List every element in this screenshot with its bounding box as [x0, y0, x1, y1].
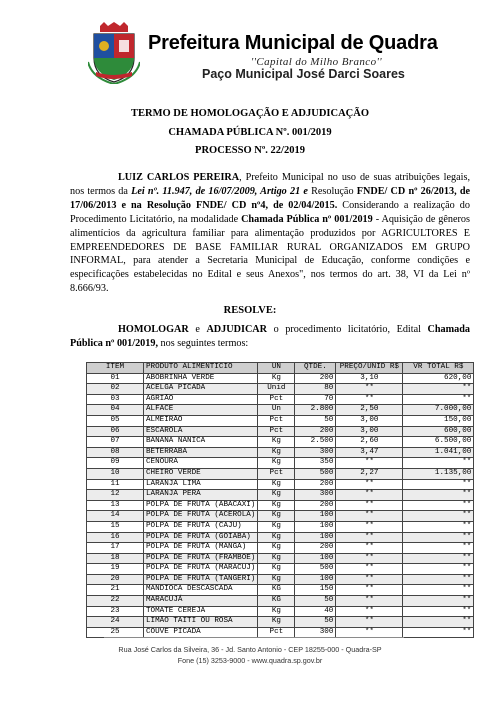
- cell-unit: Kg: [258, 511, 295, 522]
- cell-unit-price: **: [336, 500, 403, 511]
- cell-quantity: 70: [295, 394, 336, 405]
- cell-total: **: [403, 627, 474, 638]
- cell-unit-price: **: [336, 553, 403, 564]
- cell-quantity: 2.800: [295, 405, 336, 416]
- table-row: [87, 384, 474, 395]
- cell-unit-price: 2,50: [336, 405, 403, 416]
- cell-item: 23: [87, 606, 144, 617]
- cell-item: 04: [87, 405, 144, 416]
- cell-quantity: 2.500: [295, 437, 336, 448]
- cell-unit: Kg: [258, 553, 295, 564]
- cell-total: **: [403, 384, 474, 395]
- table-row: [87, 394, 474, 405]
- cell-total: **: [403, 521, 474, 532]
- cell-quantity: 300: [295, 490, 336, 501]
- cell-unit: Kg: [258, 479, 295, 490]
- cell-product: POLPA DE FRUTA (TANGERI): [144, 574, 258, 585]
- cell-unit-price: **: [336, 574, 403, 585]
- processo-title: PROCESSO Nº. 22/2019: [195, 145, 305, 156]
- footer-address: Rua José Carlos da Silveira, 36 - Jd. Santo Antonio - CEP 18255-000 - Quadra-SP: [118, 645, 382, 654]
- cell-product: CENOURA: [144, 458, 258, 469]
- cell-product: LARANJA PERA: [144, 490, 258, 501]
- cell-unit: Un: [258, 405, 295, 416]
- cell-unit-price: 3,10: [336, 373, 403, 384]
- cell-unit-price: **: [336, 606, 403, 617]
- cell-quantity: 500: [295, 468, 336, 479]
- cell-total: **: [403, 574, 474, 585]
- cell-unit-price: **: [336, 543, 403, 554]
- cell-product: POLPA DE FRUTA (CAJU): [144, 521, 258, 532]
- cell-product: CHEIRO VERDE: [144, 468, 258, 479]
- table-row: [87, 585, 474, 596]
- cell-total: 1.041,00: [403, 447, 474, 458]
- cell-item: 02: [87, 384, 144, 395]
- cell-total: **: [403, 394, 474, 405]
- column-header-quantity: QTDE.: [295, 363, 336, 374]
- cell-item: 24: [87, 617, 144, 628]
- cell-product: POLPA DE FRUTA (ACEROLA): [144, 511, 258, 522]
- homologar-word: HOMOLOGAR: [118, 324, 189, 335]
- cell-total: 620,00: [403, 373, 474, 384]
- table-header-row: [87, 363, 474, 374]
- cell-unit-price: **: [336, 564, 403, 575]
- cell-product: TOMATE CEREJA: [144, 606, 258, 617]
- cell-product: ALMEIRÃO: [144, 415, 258, 426]
- cell-total: **: [403, 479, 474, 490]
- cell-unit-price: **: [336, 532, 403, 543]
- cell-item: 06: [87, 426, 144, 437]
- table-row: [87, 574, 474, 585]
- cell-unit-price: 2,27: [336, 468, 403, 479]
- cell-total: **: [403, 564, 474, 575]
- cell-quantity: 100: [295, 574, 336, 585]
- cell-product: MANDIOCA DESCASCADA: [144, 585, 258, 596]
- cell-unit: Kg: [258, 437, 295, 448]
- cell-item: 11: [87, 479, 144, 490]
- cell-product: POLPA DE FRUTA (FRAMBOE): [144, 553, 258, 564]
- table-row: [87, 437, 474, 448]
- cell-unit-price: 3,00: [336, 415, 403, 426]
- adjudicar-word: ADJUDICAR: [206, 324, 268, 335]
- table-row: [87, 553, 474, 564]
- body-text-4: - Aquisição de gêneros alimentícios da agricultura familiar para alimentação produzidos por AGRICULTORES E EMPREENDEDORES DE BASE FAMILIAR RURAL ORGANIZADOS EM GRUPO INFORMAL, para atender a Secretaria Municipal de Educação, conforme condições e especificações estabelecidas no Edital e seus Anexos", nos termos do art. 38, VI da Lei nº 8.666/93.: [70, 213, 470, 295]
- resolution-reference: FNDE/ CD nº 26/2013, de 17/06/2013 e na Resolução FNDE/ CD nº4, de 02/04/2015.: [70, 185, 471, 211]
- cell-unit-price: **: [336, 521, 403, 532]
- cell-unit: Pct: [258, 394, 295, 405]
- cell-unit: Kg: [258, 543, 295, 554]
- body-paragraph: [70, 171, 470, 296]
- cell-total: **: [403, 490, 474, 501]
- cell-product: ALFACE: [144, 405, 258, 416]
- cell-unit-price: **: [336, 627, 403, 638]
- cell-product: LARANJA LIMA: [144, 479, 258, 490]
- cell-unit: Kg: [258, 447, 295, 458]
- cell-unit: Kg: [258, 521, 295, 532]
- cell-product: POLPA DE FRUTA (ABACAXI): [144, 500, 258, 511]
- cell-unit: Kg: [258, 564, 295, 575]
- cell-quantity: 50: [295, 617, 336, 628]
- cell-item: 15: [87, 521, 144, 532]
- cell-unit-price: **: [336, 458, 403, 469]
- cell-item: 09: [87, 458, 144, 469]
- cell-total: **: [403, 585, 474, 596]
- homologar-text-2: o procedimento licitatório, Edital: [267, 324, 428, 335]
- homologar-paragraph: [70, 323, 470, 351]
- cell-quantity: 300: [295, 627, 336, 638]
- table-row: [87, 596, 474, 607]
- cell-product: COUVE PICADA: [144, 627, 258, 638]
- cell-total: 7.000,00: [403, 405, 474, 416]
- cell-quantity: 50: [295, 596, 336, 607]
- cell-quantity: 100: [295, 532, 336, 543]
- cell-product: POLPA DE FRUTA (GOIABA): [144, 532, 258, 543]
- body-text-2: Resolução: [307, 185, 357, 197]
- cell-total: **: [403, 553, 474, 564]
- cell-product: BETERRABA: [144, 447, 258, 458]
- cell-quantity: 200: [295, 500, 336, 511]
- cell-unit: Kg: [258, 617, 295, 628]
- cell-total: 150,00: [403, 415, 474, 426]
- cell-item: 25: [87, 627, 144, 638]
- letterhead: [0, 0, 500, 88]
- table-row: [87, 606, 474, 617]
- cell-unit-price: **: [336, 479, 403, 490]
- cell-total: **: [403, 606, 474, 617]
- document-title: TERMO DE HOMOLOGAÇÃO E ADJUDICAÇÃO: [130, 108, 369, 119]
- cell-quantity: 500: [295, 564, 336, 575]
- cell-item: 22: [87, 596, 144, 607]
- cell-quantity: 100: [295, 511, 336, 522]
- cell-unit: Kg: [258, 532, 295, 543]
- table-row: [87, 521, 474, 532]
- cell-quantity: 350: [295, 458, 336, 469]
- cell-unit: Pct: [258, 426, 295, 437]
- cell-unit: KG: [258, 585, 295, 596]
- table-row: [87, 405, 474, 416]
- column-header-product: PRODUTO ALIMENTICIO: [144, 363, 258, 374]
- items-table: [86, 362, 474, 638]
- cell-unit: Kg: [258, 490, 295, 501]
- cell-unit-price: **: [336, 511, 403, 522]
- table-row: [87, 543, 474, 554]
- cell-unit-price: 2,60: [336, 437, 403, 448]
- cell-unit-price: **: [336, 617, 403, 628]
- table-row: [87, 447, 474, 458]
- cell-item: 14: [87, 511, 144, 522]
- cell-quantity: 200: [295, 373, 336, 384]
- cell-unit: Kg: [258, 373, 295, 384]
- cell-product: AGRIÃO: [144, 394, 258, 405]
- table-row: [87, 532, 474, 543]
- body-text-3: Considerando a realização do Procedimento Licitatório, na modalidade: [70, 199, 470, 225]
- cell-quantity: 100: [295, 521, 336, 532]
- cell-item: 16: [87, 532, 144, 543]
- cell-product: ESCAROLA: [144, 426, 258, 437]
- cell-item: 20: [87, 574, 144, 585]
- cell-unit-price: **: [336, 490, 403, 501]
- cell-quantity: 200: [295, 426, 336, 437]
- cell-unit: Unid: [258, 384, 295, 395]
- cell-total: **: [403, 500, 474, 511]
- cell-quantity: 150: [295, 585, 336, 596]
- cell-item: 10: [87, 468, 144, 479]
- cell-unit: Kg: [258, 458, 295, 469]
- cell-item: 17: [87, 543, 144, 554]
- cell-quantity: 200: [295, 543, 336, 554]
- cell-item: 05: [87, 415, 144, 426]
- cell-product: ACELGA PICADA: [144, 384, 258, 395]
- cell-total: 600,00: [403, 426, 474, 437]
- cell-total: **: [403, 617, 474, 628]
- cell-unit: Kg: [258, 500, 295, 511]
- resolve-heading: RESOLVE:: [223, 305, 277, 316]
- cell-item: 18: [87, 553, 144, 564]
- table-row: [87, 468, 474, 479]
- table-row: [87, 490, 474, 501]
- column-header-item: ITEM: [87, 363, 144, 374]
- table-row: [87, 500, 474, 511]
- table-row: [87, 511, 474, 522]
- edital-reference: Chamada Pública nº 001/2019,: [70, 324, 470, 349]
- cell-product: POLPA DE FRUTA (MARACUJ): [144, 564, 258, 575]
- cell-total: 1.135,00: [403, 468, 474, 479]
- cell-unit: Pct: [258, 468, 295, 479]
- homologar-text-3: nos seguintes termos:: [158, 337, 249, 349]
- homologar-text-1: e: [188, 324, 207, 335]
- table-row: [87, 617, 474, 628]
- header-motto: ''Capital do Milho Branco'': [250, 56, 382, 68]
- column-header-unit: UN: [258, 363, 295, 374]
- cell-unit-price: **: [336, 596, 403, 607]
- cell-unit: Pct: [258, 627, 295, 638]
- cell-product: ABOBRINHA VERDE: [144, 373, 258, 384]
- cell-item: 21: [87, 585, 144, 596]
- cell-total: **: [403, 532, 474, 543]
- cell-item: 03: [87, 394, 144, 405]
- municipal-crest-icon: [88, 22, 140, 84]
- cell-item: 19: [87, 564, 144, 575]
- cell-total: **: [403, 543, 474, 554]
- table-row: [87, 479, 474, 490]
- table-body: [87, 373, 474, 638]
- cell-quantity: 40: [295, 606, 336, 617]
- cell-product: LIMÃO TAITI OU ROSA: [144, 617, 258, 628]
- cell-unit: Kg: [258, 606, 295, 617]
- cell-product: POLPA DE FRUTA (MANGA): [144, 543, 258, 554]
- table-row: [87, 415, 474, 426]
- cell-unit-price: 3,00: [336, 426, 403, 437]
- body-text-1: , Prefeito Municipal no uso de suas atribuições legais, nos termos da: [70, 172, 470, 197]
- cell-unit-price: **: [336, 585, 403, 596]
- cell-unit: Pct: [258, 415, 295, 426]
- cell-total: **: [403, 511, 474, 522]
- cell-product: MARACUJÁ: [144, 596, 258, 607]
- chamada-reference: Chamada Pública nº 001/2019: [241, 213, 373, 225]
- cell-unit: KG: [258, 596, 295, 607]
- cell-unit: Kg: [258, 574, 295, 585]
- cell-quantity: 300: [295, 447, 336, 458]
- cell-total: **: [403, 458, 474, 469]
- cell-quantity: 100: [295, 553, 336, 564]
- table-row: [87, 564, 474, 575]
- cell-quantity: 80: [295, 384, 336, 395]
- table-row: [87, 373, 474, 384]
- cell-item: 08: [87, 447, 144, 458]
- header-subtitle: Paço Municipal José Darci Soares: [202, 67, 405, 81]
- cell-total: 6.500,00: [403, 437, 474, 448]
- header-title: Prefeitura Municipal de Quadra: [148, 32, 438, 54]
- cell-total: **: [403, 596, 474, 607]
- table-row: [87, 426, 474, 437]
- cell-item: 13: [87, 500, 144, 511]
- mayor-name: LUIZ CARLOS PEREIRA: [118, 172, 240, 183]
- cell-unit-price: **: [336, 384, 403, 395]
- cell-product: BANANA NANICA: [144, 437, 258, 448]
- cell-quantity: 200: [295, 479, 336, 490]
- cell-item: 12: [87, 490, 144, 501]
- cell-quantity: 50: [295, 415, 336, 426]
- table-row: [87, 458, 474, 469]
- footer-divider: [104, 637, 404, 638]
- column-header-unit-price: PREÇO/UNID R$: [336, 363, 403, 374]
- column-header-total: VR TOTAL R$: [403, 363, 474, 374]
- cell-unit-price: 3,47: [336, 447, 403, 458]
- cell-item: 01: [87, 373, 144, 384]
- cell-item: 07: [87, 437, 144, 448]
- cell-unit-price: **: [336, 394, 403, 405]
- footer-contact: Fone (15) 3253-9000 - www.quadra.sp.gov.br: [177, 656, 323, 665]
- law-reference: Lei nº. 11.947, de 16/07/2009, Artigo 21 e: [131, 185, 308, 197]
- chamada-publica-title: CHAMADA PÚBLICA Nº. 001/2019: [168, 127, 332, 138]
